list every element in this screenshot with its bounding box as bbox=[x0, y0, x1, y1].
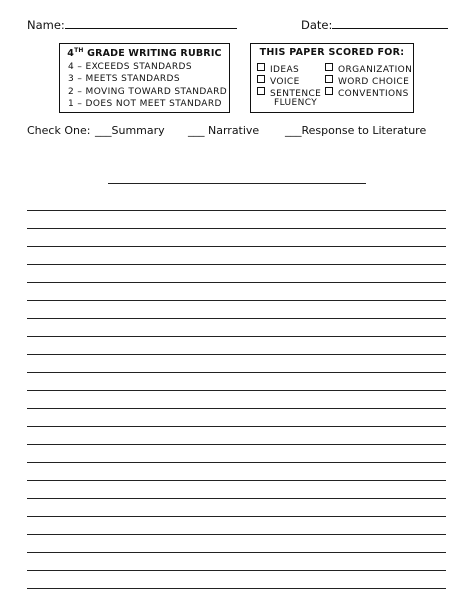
check-one-label: Check One: bbox=[27, 124, 91, 137]
voice-checkbox[interactable] bbox=[257, 75, 265, 83]
trait-organization[interactable]: ORGANIZATION bbox=[325, 63, 412, 75]
writing-line[interactable] bbox=[27, 588, 446, 589]
writing-line[interactable] bbox=[27, 228, 446, 229]
trait-fluency-label: FLUENCY bbox=[274, 98, 318, 108]
writing-line[interactable] bbox=[27, 300, 446, 301]
organization-checkbox[interactable] bbox=[325, 63, 333, 71]
option-response-to-literature[interactable]: ___Response to Literature bbox=[285, 124, 427, 137]
rubric-level-1: 1 – DOES NOT MEET STANDARD bbox=[68, 99, 222, 110]
title-line[interactable] bbox=[108, 183, 366, 184]
writing-line[interactable] bbox=[27, 390, 446, 391]
writing-line[interactable] bbox=[27, 534, 446, 535]
trait-conventions[interactable]: CONVENTIONS bbox=[325, 87, 409, 99]
trait-sentence-fluency[interactable]: SENTENCE bbox=[257, 87, 321, 99]
date-label: Date: bbox=[301, 18, 333, 32]
scored-for-box bbox=[250, 43, 414, 113]
writing-line[interactable] bbox=[27, 246, 446, 247]
rubric-level-3: 3 – MEETS STANDARDS bbox=[68, 74, 180, 85]
scored-title: THIS PAPER SCORED FOR: bbox=[259, 47, 405, 58]
writing-line[interactable] bbox=[27, 444, 446, 445]
writing-line[interactable] bbox=[27, 498, 446, 499]
trait-ideas[interactable]: IDEAS bbox=[257, 63, 299, 75]
writing-line[interactable] bbox=[27, 426, 446, 427]
name-field[interactable] bbox=[27, 17, 237, 32]
writing-line[interactable] bbox=[27, 516, 446, 517]
writing-line[interactable] bbox=[27, 372, 446, 373]
name-blank[interactable] bbox=[65, 17, 237, 29]
writing-line[interactable] bbox=[27, 480, 446, 481]
writing-line[interactable] bbox=[27, 408, 446, 409]
writing-line[interactable] bbox=[27, 264, 446, 265]
rubric-level-4: 4 – EXCEEDS STANDARDS bbox=[68, 62, 192, 73]
writing-line[interactable] bbox=[27, 354, 446, 355]
trait-word-choice[interactable]: WORD CHOICE bbox=[325, 75, 409, 87]
word-choice-checkbox[interactable] bbox=[325, 75, 333, 83]
date-field[interactable] bbox=[301, 17, 448, 32]
rubric-box bbox=[59, 43, 230, 113]
rubric-levels bbox=[68, 61, 229, 110]
date-blank[interactable] bbox=[332, 17, 448, 29]
option-narrative[interactable]: ___ Narrative bbox=[188, 124, 260, 137]
writing-line[interactable] bbox=[27, 336, 446, 337]
trait-voice[interactable]: VOICE bbox=[257, 75, 300, 87]
ideas-checkbox[interactable] bbox=[257, 63, 265, 71]
writing-line[interactable] bbox=[27, 318, 446, 319]
rubric-title: 4TH GRADE WRITING RUBRIC bbox=[67, 47, 222, 60]
option-summary[interactable]: ___Summary bbox=[95, 124, 165, 137]
writing-line[interactable] bbox=[27, 570, 446, 571]
writing-line[interactable] bbox=[27, 462, 446, 463]
rubric-level-2: 2 – MOVING TOWARD STANDARD bbox=[68, 86, 228, 97]
sentence-fluency-checkbox[interactable] bbox=[257, 87, 265, 95]
name-label: Name: bbox=[27, 18, 65, 32]
writing-line[interactable] bbox=[27, 282, 446, 283]
conventions-checkbox[interactable] bbox=[325, 87, 333, 95]
writing-line[interactable] bbox=[27, 552, 446, 553]
writing-line[interactable] bbox=[27, 210, 446, 211]
